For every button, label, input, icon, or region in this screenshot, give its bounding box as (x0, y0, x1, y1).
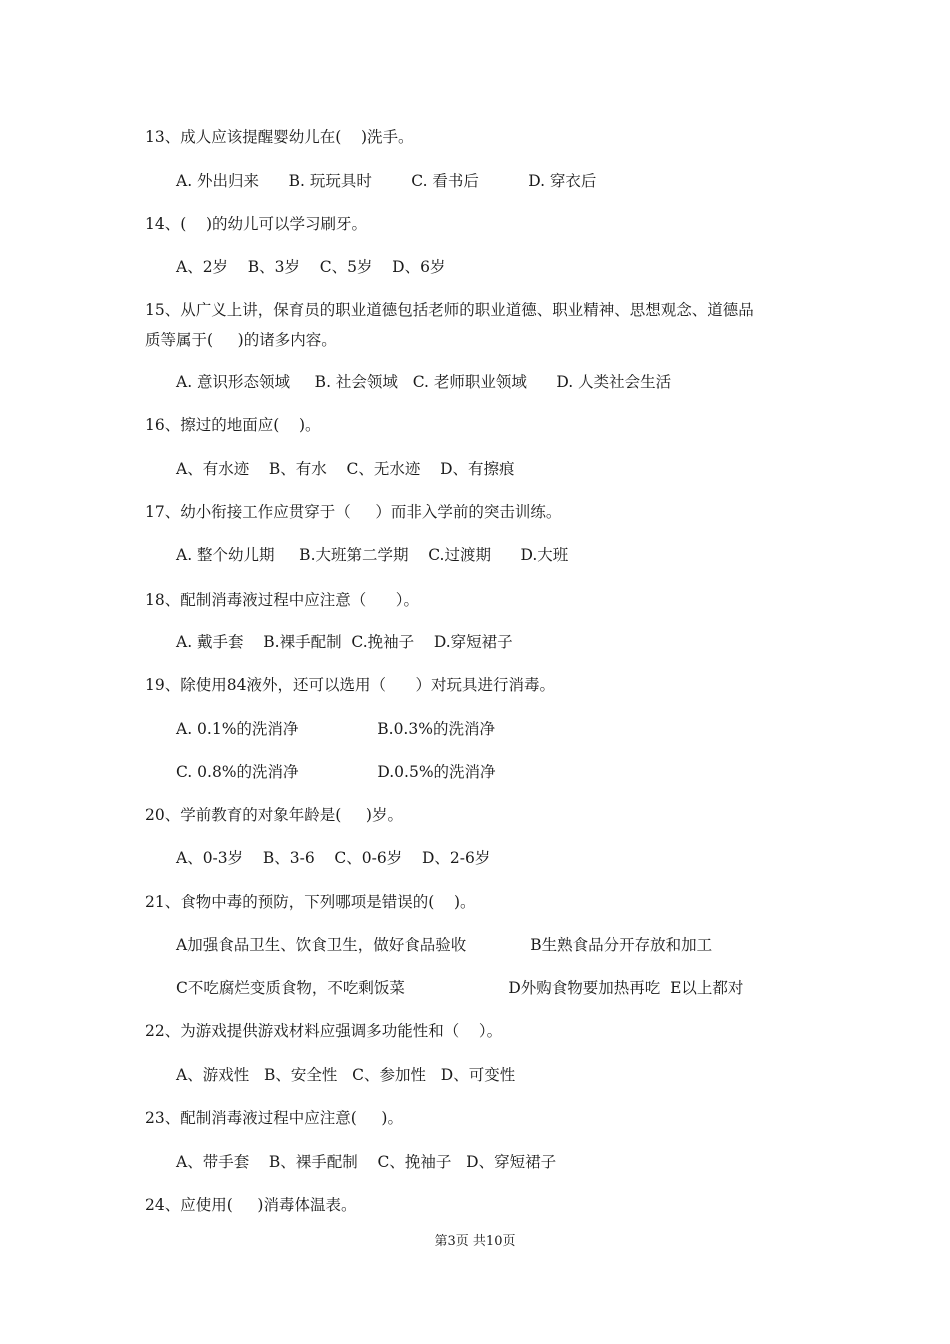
answer-options: A、0-3岁 B、3-6 C、0-6岁 D、2-6岁 (176, 849, 491, 867)
answer-options: A、有水迹 B、有水 C、无水迹 D、有擦痕 (176, 460, 515, 478)
question-text: 23、配制消毒液过程中应注意( )。 (145, 1109, 403, 1127)
question-text: 18、配制消毒液过程中应注意（ ）。 (145, 591, 420, 609)
answer-options: A、2岁 B、3岁 C、5岁 D、6岁 (176, 258, 446, 276)
question-text: 17、幼小衔接工作应贯穿于（ ）而非入学前的突击训练。 (145, 503, 562, 521)
answer-options: A. 整个幼儿期 B.大班第二学期 C.过渡期 D.大班 (176, 546, 569, 564)
answer-options: A. 0.1%的洗消净 B.0.3%的洗消净 (176, 720, 495, 738)
question-text: 16、擦过的地面应( )。 (145, 416, 321, 434)
answer-options: A. 戴手套 B.裸手配制 C.挽袖子 D.穿短裙子 (176, 633, 513, 651)
answer-options: C. 0.8%的洗消净 D.0.5%的洗消净 (176, 763, 496, 781)
question-text: 15、从广义上讲，保育员的职业道德包括老师的职业道德、职业精神、思想观念、道德品 (145, 301, 754, 319)
question-text: 20、学前教育的对象年龄是( )岁。 (145, 806, 403, 824)
answer-options: A、带手套 B、裸手配制 C、挽袖子 D、穿短裙子 (176, 1153, 557, 1171)
question-text: 21、食物中毒的预防，下列哪项是错误的( )。 (145, 893, 476, 911)
answer-options: C不吃腐烂变质食物，不吃剩饭菜 D外购食物要加热再吃 E以上都对 (176, 979, 744, 997)
question-text: 24、应使用( )消毒体温表。 (145, 1196, 357, 1214)
answer-options: A、游戏性 B、安全性 C、参加性 D、可变性 (176, 1066, 516, 1084)
question-text: 14、( )的幼儿可以学习刷牙。 (145, 215, 368, 233)
answer-options: A加强食品卫生、饮食卫生，做好食品验收 B生熟食品分开存放和加工 (176, 936, 713, 954)
question-text: 13、成人应该提醒婴幼儿在( )洗手。 (145, 128, 414, 146)
question-text: 22、为游戏提供游戏材料应强调多功能性和（ ）。 (145, 1022, 503, 1040)
page-footer: 第3页 共10页 (434, 1234, 516, 1249)
question-text: 质等属于( )的诸多内容。 (145, 331, 337, 349)
answer-options: A. 外出归来 B. 玩玩具时 C. 看书后 D. 穿衣后 (176, 172, 597, 190)
question-text: 19、除使用84液外，还可以选用（ ）对玩具进行消毒。 (145, 676, 556, 694)
answer-options: A. 意识形态领域 B. 社会领域 C. 老师职业领域 D. 人类社会生活 (176, 373, 672, 391)
